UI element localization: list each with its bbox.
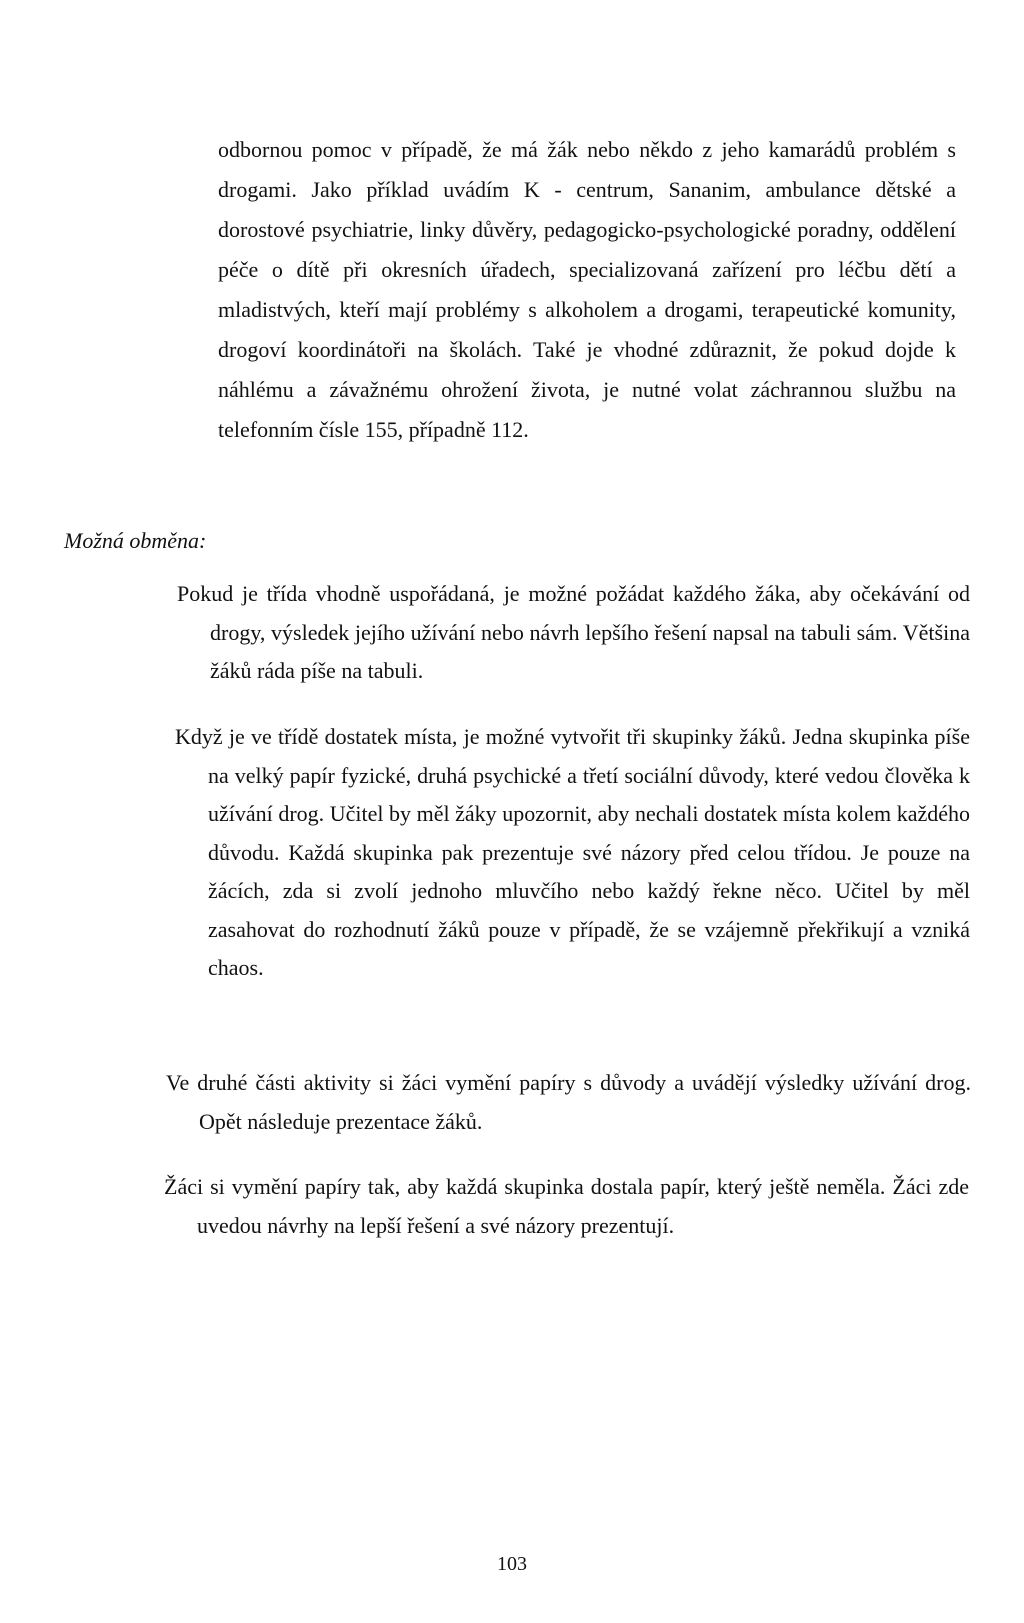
paragraph-class-arrangement: Pokud je třída vhodně uspořádaná, je možné požádat každého žáka, aby očekávání od drogy, výsledek jejího užívání nebo návrh lepšího řešení napsal na tabuli sám. Většina žáků ráda píše na tabuli. <box>177 581 970 683</box>
page-number: 103 <box>497 1553 527 1575</box>
paragraph-paper-exchange: Žáci si vymění papíry tak, aby každá skupinka dostala papír, který ještě neměla. Žáci zde uvedou návrhy na lepší řešení a své názory prezentují. <box>164 1174 969 1238</box>
paragraph-help-resources: odbornou pomoc v případě, že má žák nebo někdo z jeho kamarádů problém s drogami. Jako příklad uvádím K - centrum, Sananim, ambulance dětské a dorostové psychiatrie, linky důvěry, pedagogicko-psychologické poradny, oddělení péče o dítě při okresních úřadech, specializovaná zařízení pro léčbu dětí a mladistvých, kteří mají problémy s alkoholem a drogami, terapeutické komunity, drogoví koordinátoři na školách. Také je vhodné zdůraznit, že pokud dojde k náhlému a závažnému ohrožení života, je nutné volat záchrannou službu na telefonním čísle 155, případně 112. <box>218 137 956 442</box>
paragraph-second-part: Ve druhé části aktivity si žáci vymění papíry s důvody a uvádějí výsledky užívání drog. Opět následuje prezentace žáků. <box>166 1070 971 1134</box>
paragraph-group-work: Když je ve třídě dostatek místa, je možné vytvořit tři skupinky žáků. Jedna skupinka píše na velký papír fyzické, druhá psychické a třetí sociální důvody, které vedou člověka k užívání drog. Učitel by měl žáky upozornit, aby nechali dostatek místa kolem každého důvodu. Každá skupinka pak prezentuje své názory před celou třídou. Je pouze na žácích, zda si zvolí jednoho mluvčího nebo každý řekne něco. Učitel by měl zasahovat do rozhodnutí žáků pouze v případě, že se vzájemně překřikují a vzniká chaos. <box>175 724 970 980</box>
variation-label: Možná obměna: <box>64 528 207 553</box>
